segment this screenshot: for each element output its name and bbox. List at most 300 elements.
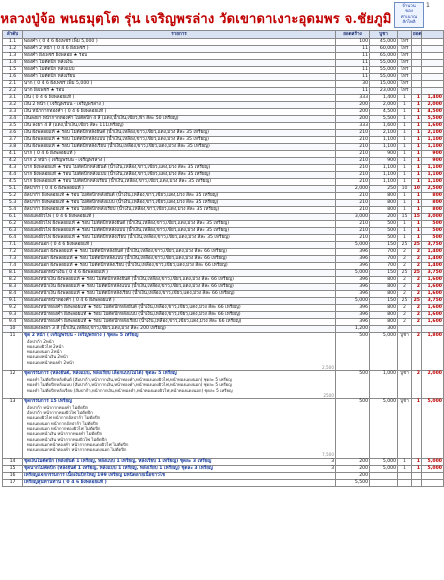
- row-number: 10: [3, 326, 23, 333]
- set-count: 500: [336, 371, 370, 399]
- row-qty: [412, 60, 422, 67]
- row-unit: 1: [398, 179, 412, 186]
- row-price: 5,000: [370, 465, 398, 472]
- row-unit: 15: [398, 214, 412, 221]
- row-item-name: เงิน ( 0 4 6 ฝังพลอยแท้ ): [23, 95, 336, 102]
- row-item-name: ทองแดงนอกหน้าเงิน ( 0 4 6 ฝังพลอยแท้ ): [23, 270, 336, 277]
- row-price: 55,000: [370, 74, 398, 81]
- row-total: 3,750: [422, 242, 444, 249]
- row-price: 2,000: [370, 102, 398, 109]
- row-number: 4.3: [3, 165, 23, 172]
- table-row: [3, 158, 444, 165]
- row-total: 900: [422, 151, 444, 158]
- set-total: 2,000: [422, 371, 444, 399]
- row-count: 11: [336, 53, 370, 60]
- row-number: 6.3: [3, 228, 23, 235]
- row-count: 396: [336, 312, 370, 319]
- row-price: 45,000: [370, 39, 398, 46]
- side-note-line: สักไพลิ: [402, 20, 416, 26]
- table-body: [3, 39, 444, 487]
- row-qty: 1: [412, 200, 422, 207]
- row-total: [422, 46, 444, 53]
- row-qty: 1: [412, 207, 422, 214]
- table-row: [3, 74, 444, 81]
- row-total: [422, 53, 444, 60]
- row-number: 7.1: [3, 242, 23, 249]
- table-row: [3, 221, 444, 228]
- row-total: [422, 81, 444, 88]
- row-unit: 1: [398, 200, 412, 207]
- row-qty: 1: [412, 137, 422, 144]
- row-item-name: อัลปาก้า ( 0 4 6 ฝังพลอยแท้ ): [23, 186, 336, 193]
- row-total: 1,600: [422, 319, 444, 326]
- row-side-count: 3: [331, 458, 334, 464]
- table-row: [3, 242, 444, 249]
- row-price: 60,000: [370, 46, 398, 53]
- set-title: ชุดกรรมการ (หลังยันต์, หลังแบบ, หลังเรียบ เลือกแบบไม่ได้) ชุดละ 5 เหรียญ: [24, 371, 177, 377]
- row-count: 200: [336, 472, 370, 479]
- row-item-name: เงินลงยา หน้ากากทองคำ ไม่ตัดปีก 4 สี (แดง,น้ำเงิน,เขียว,ฟ้า สีละ 50 เหรียญ): [23, 116, 336, 123]
- row-unit: 1: [398, 172, 412, 179]
- row-item-name: เงิน 2 หน้า ( เจริญพรบน - เจริญพรล่าง ): [23, 102, 336, 109]
- set-qty: 2: [412, 333, 422, 371]
- table-row: [3, 326, 444, 333]
- row-qty: [412, 81, 422, 88]
- row-price: 500: [370, 235, 398, 242]
- row-qty: 1: [412, 228, 422, 235]
- table-row: [3, 116, 444, 123]
- row-number: 4.2: [3, 158, 23, 165]
- row-item-text: ชุดเงินไม่ตัดปีก (หลังยันต์ 1 เหรียญ, หลังแบบ 1 เหรียญ, หลังเรียบ 1 เหรียญ) ชุดละ 3 เหรียญ: [24, 458, 212, 464]
- row-number: 7.2: [3, 249, 23, 256]
- set-qty: 1: [412, 399, 422, 459]
- row-count: 5,000: [336, 242, 370, 249]
- row-item-name: บาก ฝังพลอยแท้ ★ รอบ ไม่ตัดปีกหลังเรียบ (น้ำเงิน,เหลือง,ขาว,เขียว,แดง,ม่วง สีละ 35 เหรียญ): [23, 179, 336, 186]
- table-row: [3, 319, 444, 326]
- set-line: ทองแดงผิวไฟ 2หน้า: [27, 343, 64, 349]
- row-item-name: เงิน ฝังพลอยแท้ ★ รอบ ไม่ตัดปีกหลังเรียบ (น้ำเงิน,เหลือง,ขาว,เขียว,แดง,ม่วง สีละ 35 เหรียญ): [23, 144, 336, 151]
- table-row: [3, 179, 444, 186]
- row-item-name: อัลปาก้า ฝังพลอยแท้ ★ รอบ ไม่ตัดปีกหลังเรียบ (น้ำเงิน,เหลือง,ขาว,เขียว,แดง,ม่วง สีละ 35 เหรียญ): [23, 207, 336, 214]
- table-row: [3, 130, 444, 137]
- col-header-unit: [398, 31, 412, 39]
- price-table-wrap: [2, 30, 442, 487]
- row-qty: 1: [412, 165, 422, 172]
- row-unit: 25: [398, 298, 412, 305]
- row-unit: โทร: [398, 46, 412, 53]
- row-number: 8.1: [3, 270, 23, 277]
- col-header-qty: ยอด: [413, 31, 422, 37]
- row-qty: 25: [412, 270, 422, 277]
- row-price: 800: [370, 284, 398, 291]
- row-total: 4,500: [422, 109, 444, 116]
- row-price: 700: [370, 249, 398, 256]
- row-number: 5.2: [3, 193, 23, 200]
- row-qty: 1: [412, 458, 422, 465]
- row-qty: 1: [412, 221, 422, 228]
- row-count: 100: [336, 39, 370, 46]
- set-unit: บูชา: [398, 371, 412, 399]
- row-price: 1,600: [370, 123, 398, 130]
- row-total: 5,500: [422, 116, 444, 123]
- row-qty: 10: [412, 186, 422, 193]
- row-count: 200: [336, 458, 370, 465]
- row-item-name: [23, 479, 336, 486]
- row-price: 55,000: [370, 67, 398, 74]
- set-line: ทองแดงหน้าเงิน หน้ากากทองผิวไฟ ไม่ตัดปีก: [27, 436, 107, 442]
- row-total: 1,400: [422, 95, 444, 102]
- row-number: 16: [3, 472, 23, 479]
- row-unit: 2: [398, 277, 412, 284]
- row-number: 8.2: [3, 277, 23, 284]
- row-item-name: บาก ฝังพลอยแท้ ★ รอบ ไม่ตัดปีกหลังยันต์ (น้ำเงิน,เหลือง,ขาว,เขียว,แดง,ม่วง สีละ 35 เหรียญ): [23, 165, 336, 172]
- row-number: 17: [3, 479, 23, 486]
- row-count: 396: [336, 263, 370, 270]
- row-item-name: ทองแดงหน้าเงิน ฝังพลอยแท้ ★ รอบ ไม่ตัดปีกหลังยันต์ (น้ำเงิน,เหลือง,ขาว,เขียว,แดง,ม่วง สีละ 66 เหรียญ): [23, 277, 336, 284]
- table-row: [3, 109, 444, 116]
- row-price: 250: [370, 186, 398, 193]
- table-row: [3, 60, 444, 67]
- row-qty: 1: [412, 235, 422, 242]
- set-end-value: 7,500: [322, 452, 334, 458]
- row-total: 500: [422, 228, 444, 235]
- row-price: 800: [370, 193, 398, 200]
- row-count: 30: [336, 81, 370, 88]
- row-unit: [398, 479, 412, 486]
- row-number: 1.4: [3, 60, 23, 67]
- row-total: 1,100: [422, 165, 444, 172]
- row-unit: [398, 326, 412, 333]
- row-count: 396: [336, 277, 370, 284]
- row-count: 396: [336, 249, 370, 256]
- set-line: ทองแดงนอก หน้ากากทองผิวไฟ ไม่ตัดปีก: [27, 425, 101, 431]
- row-total: 3,750: [422, 270, 444, 277]
- set-line: ทองคำ ไม่ตัดปีกหลังเรียบ (สัมปาก้า,หน้ากากเงิน,หน้าทองคำ,หน้าทองแดงผิวไฟ,หน้าทองแดงนอก) ชุดละ 5 เหรียญ: [27, 387, 233, 393]
- row-price: [370, 479, 398, 486]
- set-line: ทองแดงหน้าเงิน 2หน้า: [27, 354, 69, 360]
- table-header-row: [3, 31, 444, 39]
- row-item-name: อัลปาก้า ฝังพลอยแท้ ★ รอบ ไม่ตัดปีกหลังแบบ (น้ำเงิน,เหลือง,ขาว,เขียว,แดง,ม่วง สีละ 35 เหรียญ): [23, 200, 336, 207]
- row-item-name: ทองแดงหน้าทองคำ ฝังพลอยแท้ ★ รอบ ไม่ตัดปีกหลังแบบ (น้ำเงิน,เหลือง,ขาว,เขียว,แดง,ม่วง สีละ 66 เหรียญ): [23, 312, 336, 319]
- set-details: [23, 371, 336, 399]
- set-title: ชุด 2 หน้า ( เจริญพรบน - เจริญพรล่าง ) ชุดละ 5 เหรียญ: [24, 333, 139, 338]
- row-number: 3.6: [3, 130, 23, 137]
- table-row: [3, 67, 444, 74]
- row-item-name: ทองแดงนอก ฝังพลอยแท้ ★ รอบ ไม่ตัดปีกหลังแบบ (น้ำเงิน,เหลือง,ขาว,เขียว,แดง,ม่วง สีละ 66 เหรียญ): [23, 256, 336, 263]
- table-row: [3, 144, 444, 151]
- row-price: 150: [370, 298, 398, 305]
- row-count: 210: [336, 130, 370, 137]
- row-count: 1,200: [336, 326, 370, 333]
- row-number: 3.4: [3, 116, 23, 123]
- row-price: 4,500: [370, 109, 398, 116]
- row-unit: 1: [398, 144, 412, 151]
- row-item-name: พองคำ ( 0 4 6 ฝังเพชร เพ็ม 5,000 ): [23, 39, 336, 46]
- row-qty: 1: [412, 158, 422, 165]
- row-qty: 1: [412, 172, 422, 179]
- table-row: [3, 458, 444, 465]
- row-price: 1,100: [370, 172, 398, 179]
- row-unit: 10: [398, 186, 412, 193]
- row-total: 1,100: [422, 144, 444, 151]
- row-number: 6.4: [3, 235, 23, 242]
- row-qty: 1: [412, 116, 422, 123]
- row-number: 3.2: [3, 102, 23, 109]
- row-number: 8.4: [3, 291, 23, 298]
- row-qty: [412, 472, 422, 479]
- row-item-name: พองคำ 2 หน้า ( 0 4 6 ฝังเพชร ): [23, 46, 336, 53]
- row-unit: 1: [398, 228, 412, 235]
- set-total: 5,000: [422, 399, 444, 459]
- row-total: 3,000: [422, 214, 444, 221]
- row-unit: 1: [398, 193, 412, 200]
- set-line: อัลปาก้า 2หน้า: [27, 338, 54, 344]
- row-count: 396: [336, 284, 370, 291]
- row-item-name: ทองคำ ไม่ตัดปีก หลังแบบ: [23, 67, 336, 74]
- row-qty: 2: [412, 284, 422, 291]
- row-item-name: ทองแดงผิวไฟ ฝังพลอยแท้ ★ รอบ ไม่ตัดปีกหลังยันต์ (น้ำเงิน,เหลือง,ขาว,เขียว,แดง,ม่วง สีละ 35 เหรียญ): [23, 221, 336, 228]
- row-item-name: นาก ฝังเพชร ★ รอบ: [23, 88, 336, 95]
- row-qty: [412, 74, 422, 81]
- set-line: ทองแดงหน้าเงิน หน้ากากทองคำ ไม่ตัดปีก: [27, 431, 103, 437]
- row-price: 1,100: [370, 179, 398, 186]
- set-details: [23, 333, 336, 371]
- table-row: [3, 479, 444, 486]
- table-row: [3, 270, 444, 277]
- row-price: 300: [370, 326, 398, 333]
- row-price: 150: [370, 242, 398, 249]
- row-count: 5,000: [336, 270, 370, 277]
- row-unit: 25: [398, 270, 412, 277]
- set-number: 11: [3, 333, 23, 371]
- row-total: 1,600: [422, 123, 444, 130]
- row-qty: [412, 39, 422, 46]
- row-item-name: ทองแดงหน้าทองคำ ฝังพลอยแท้ ★ รอบ ไม่ตัดปีกหลังเรียบ (น้ำเงิน,เหลือง,ขาว,เขียว,แดง,ม่วง สีละ 66 เหรียญ): [23, 319, 336, 326]
- row-total: 1,100: [422, 179, 444, 186]
- row-unit: 2: [398, 312, 412, 319]
- row-price: 1,400: [370, 95, 398, 102]
- row-qty: 2: [412, 291, 422, 298]
- row-count: 333: [336, 123, 370, 130]
- row-total: 1,400: [422, 249, 444, 256]
- row-unit: [398, 472, 412, 479]
- row-count: 200: [336, 109, 370, 116]
- row-price: 5,000: [370, 458, 398, 465]
- row-unit: 2: [398, 284, 412, 291]
- table-row: [3, 123, 444, 130]
- side-note-box: [394, 2, 424, 28]
- set-row: [3, 371, 444, 399]
- col-header-total: [422, 31, 444, 39]
- row-price: 15,000: [370, 81, 398, 88]
- row-unit: 1: [398, 165, 412, 172]
- row-number: 9.1: [3, 298, 23, 305]
- row-unit: โทร: [398, 81, 412, 88]
- row-item-name: ทองแดงหน้าทองคำ ฝังพลอยแท้ ★ รอบ ไม่ตัดปีกหลังยันต์ (น้ำเงิน,เหลือง,ขาว,เขียว,แดง,ม่วง สีละ 66 เหรียญ): [23, 305, 336, 312]
- row-count: 2,000: [336, 186, 370, 193]
- row-number: 9.3: [3, 312, 23, 319]
- set-price: 1,000: [370, 371, 398, 399]
- row-price: 500: [370, 221, 398, 228]
- row-number: 2.1: [3, 81, 23, 88]
- row-count: 396: [336, 319, 370, 326]
- set-line: ทองแดงนอกหน้าทองคำ หน้ากากทองแดงผิวไฟ ไม่ตัดปีก: [27, 441, 129, 447]
- row-total: 1,600: [422, 305, 444, 312]
- row-number: 15: [3, 465, 23, 472]
- row-price: 150: [370, 270, 398, 277]
- row-item-name: เงิน ฝังพลอยแท้ ★ รอบ ไม่ตัดปีกหลังยันต์ (น้ำเงิน,เหลือง,ขาว,เขียว,แดง,ม่วง สีละ 35 เหรียญ): [23, 130, 336, 137]
- row-number: 2.2: [3, 88, 23, 95]
- row-item-text: เหรียญแจกกรรมการ เนื้อเงินปีกใหญ่ 199 เหรียญ มหนิดลายเนื้อขาวไช: [24, 472, 166, 478]
- row-total: [422, 472, 444, 479]
- row-qty: 2: [412, 277, 422, 284]
- col-header-no: ลำดับ: [3, 31, 23, 39]
- row-total: 1,600: [422, 284, 444, 291]
- row-number: 7.3: [3, 256, 23, 263]
- row-unit: โทร: [398, 53, 412, 60]
- row-total: [422, 479, 444, 486]
- row-count: 210: [336, 193, 370, 200]
- page-title: หลวงปู่จ้อ พนธมุตฺโต รุ่น เจริญพรล่าง วัดเขาดาเงาะอุดมพร จ.ชัยภูมิ: [0, 12, 392, 27]
- table-row: [3, 207, 444, 214]
- row-number: 9.2: [3, 305, 23, 312]
- table-row: [3, 102, 444, 109]
- row-number: 5.3: [3, 200, 23, 207]
- row-item-name: ทองแดงผิวไฟ ( 0 4 6 ฝังพลอยแท้ ): [23, 214, 336, 221]
- row-count: 210: [336, 207, 370, 214]
- row-total: 1,400: [422, 256, 444, 263]
- row-count: 210: [336, 158, 370, 165]
- row-total: 5,000: [422, 458, 444, 465]
- row-total: [422, 326, 444, 333]
- row-total: [422, 88, 444, 95]
- row-price: 700: [370, 263, 398, 270]
- row-price: 800: [370, 312, 398, 319]
- row-unit: โทร: [398, 88, 412, 95]
- set-row: [3, 399, 444, 459]
- row-qty: [412, 67, 422, 74]
- row-item-name: นาก ( 0 4 6 ฝังเพชร เพ็ม 5,000 ): [23, 81, 336, 88]
- row-qty: 1: [412, 102, 422, 109]
- row-unit: 1: [398, 465, 412, 472]
- row-total: [422, 74, 444, 81]
- row-unit: 1: [398, 137, 412, 144]
- row-price: 800: [370, 277, 398, 284]
- row-item-name: ทองคำ ไม่ตัดปีก หลังเรียบ: [23, 74, 336, 81]
- set-line: ทองแดงผิวไฟ หน้ากากอัลปาก้า ไม่ตัดปีก: [27, 415, 101, 421]
- set-details: [23, 399, 336, 459]
- row-number: 7.4: [3, 263, 23, 270]
- row-price: 800: [370, 319, 398, 326]
- row-unit: 1: [398, 207, 412, 214]
- row-count: 210: [336, 179, 370, 186]
- col-header-count: ยอดสร้าง: [336, 31, 370, 39]
- row-total: 1,600: [422, 312, 444, 319]
- row-qty: 2: [412, 319, 422, 326]
- set-count: 500: [336, 399, 370, 459]
- row-qty: 1: [412, 179, 422, 186]
- row-total: 800: [422, 200, 444, 207]
- row-price: 900: [370, 151, 398, 158]
- col-header-item: รายการ: [23, 31, 336, 39]
- set-line: อัลปาก้า หน้ากากทองผิวไฟ ไม่ตัดปีก: [27, 410, 93, 416]
- row-price: 1,100: [370, 165, 398, 172]
- table-row: [3, 291, 444, 298]
- row-count: 11: [336, 60, 370, 67]
- row-unit: 1: [398, 95, 412, 102]
- set-line: ทองแดงนอก 2หน้า: [27, 349, 62, 355]
- table-row: [3, 263, 444, 270]
- row-qty: [412, 53, 422, 60]
- row-number: 1.3: [3, 53, 23, 60]
- row-item-name: ทองแดงลงยา 3 สี (น้ำเงิน,เหลือง,ขาว,เขียว,แดง,ม่วง สีละ 200 เหรียญ): [23, 326, 336, 333]
- row-count: 11: [336, 46, 370, 53]
- row-qty: [412, 479, 422, 486]
- row-unit: 1: [398, 102, 412, 109]
- row-total: 5,000: [422, 465, 444, 472]
- row-number: 1.5: [3, 67, 23, 74]
- row-number: 3.3: [3, 109, 23, 116]
- row-price: 65,000: [370, 53, 398, 60]
- row-item-name: บาก 2 หน้า ( เจริญพรบน - เจริญพรล่าง ): [23, 158, 336, 165]
- row-item-name: เงิน หน้ากากทองคำ ( 0 4 6 ฝังพลอยแท้ ): [23, 109, 336, 116]
- row-number: 3.1: [3, 95, 23, 102]
- row-price: 800: [370, 200, 398, 207]
- set-unit: บูชา: [398, 399, 412, 459]
- side-note-line: ของ: [405, 9, 413, 15]
- row-item-name: ทองคำ ไม่ตัดปีก หลังเงิน: [23, 60, 336, 67]
- row-qty: 1: [412, 109, 422, 116]
- row-qty: 1: [412, 130, 422, 137]
- row-item-name: อัลปาก้า ฝังพลอยแท้ ★ รอบ ไม่ตัดปีกหลังยันต์ (น้ำเงิน,เหลือง,ขาว,เขียว,แดง,ม่วง สีละ 35 เหรียญ): [23, 193, 336, 200]
- row-price: 1,100: [370, 137, 398, 144]
- row-count: 210: [336, 144, 370, 151]
- row-count: 396: [336, 291, 370, 298]
- row-item-name: ทองแดงหน้าเงิน ฝังพลอยแท้ ★ รอบ ไม่ตัดปีกหลังแบบ (น้ำเงิน,เหลือง,ขาว,เขียว,แดง,ม่วง สีละ 66 เหรียญ): [23, 284, 336, 291]
- table-row: [3, 200, 444, 207]
- row-price: 900: [370, 158, 398, 165]
- row-unit: 2: [398, 263, 412, 270]
- row-unit: 1: [398, 235, 412, 242]
- row-number: 1.6: [3, 74, 23, 81]
- row-qty: 2: [412, 249, 422, 256]
- row-count: 5,500: [336, 479, 370, 486]
- set-total: 1,800: [422, 333, 444, 371]
- row-unit: โทร: [398, 39, 412, 46]
- row-unit: 2: [398, 305, 412, 312]
- row-qty: 1: [412, 95, 422, 102]
- set-qty: 2: [412, 371, 422, 399]
- table-row: [3, 88, 444, 95]
- row-count: 5,000: [336, 298, 370, 305]
- row-total: 1,100: [422, 172, 444, 179]
- table-row: [3, 165, 444, 172]
- row-number: 5.4: [3, 207, 23, 214]
- row-total: 800: [422, 193, 444, 200]
- row-price: 1,100: [370, 144, 398, 151]
- row-price: 2,100: [370, 130, 398, 137]
- row-qty: 2: [412, 305, 422, 312]
- row-price: 800: [370, 291, 398, 298]
- row-count: 210: [336, 221, 370, 228]
- row-item-name: [23, 465, 336, 472]
- row-item-name: [23, 458, 336, 465]
- row-count: 210: [336, 228, 370, 235]
- row-unit: 2: [398, 319, 412, 326]
- set-line: ทองแดงนอกหน้าทองคำ หน้ากากทองแดงนอก ไม่ตัดปีก: [27, 447, 127, 453]
- table-row: [3, 39, 444, 46]
- row-total: 1,400: [422, 263, 444, 270]
